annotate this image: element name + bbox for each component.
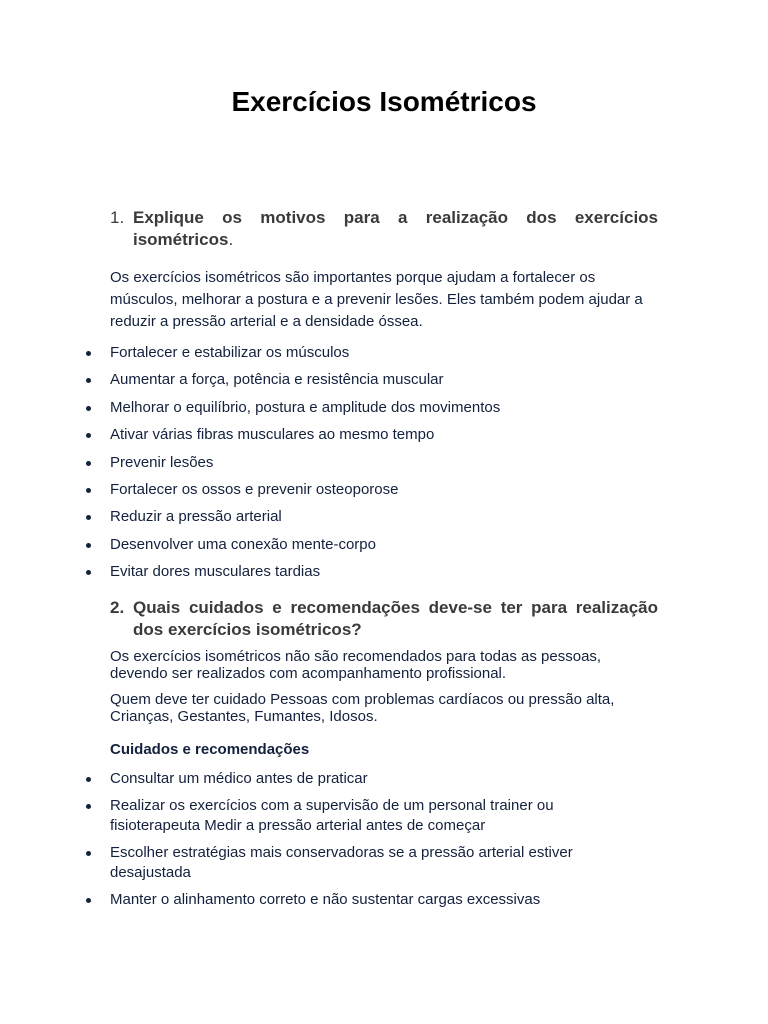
bullet-dot-icon: [86, 804, 91, 809]
bullet-dot-icon: [86, 851, 91, 856]
care-recommendations-subheading: Cuidados e recomendações: [110, 741, 310, 758]
bullet-dot-icon: [86, 406, 91, 411]
question-2-paragraph-2: Quem deve ter cuidado Pessoas com problemas cardíacos ou pressão alta, Crianças, Gestantes, Fumantes, Idosos.: [110, 691, 615, 725]
reason-bullet-item-text: Ativar várias fibras musculares ao mesmo tempo: [110, 426, 435, 444]
care-recommendations-bullet-list: [0, 769, 768, 917]
question-1-number: 1.: [110, 208, 125, 227]
reason-bullet-item: [0, 425, 590, 452]
care-bullet-item-text: Escolher estratégias mais conservadoras se a pressão arterial estiver desajustada: [110, 844, 573, 881]
reason-bullet-item: [0, 480, 590, 507]
question-1-text-main: Explique os motivos para a realização dos exercícios isométricos: [133, 208, 658, 249]
page-title: Exercícios Isométricos: [231, 86, 537, 117]
care-bullet-item-text: Consultar um médico antes de praticar: [110, 770, 368, 787]
bullet-dot-icon: [86, 515, 91, 520]
question-2-number: 2.: [110, 598, 125, 617]
bullet-dot-icon: [86, 351, 91, 356]
question-2-heading: [110, 597, 658, 641]
reason-bullet-item-text: Evitar dores musculares tardias: [110, 563, 321, 581]
care-bullet-item: [0, 890, 590, 910]
bullet-dot-icon: [86, 461, 91, 466]
reason-bullet-item: [0, 507, 590, 534]
question-1-heading: [110, 207, 658, 251]
reason-bullet-item-text: Aumentar a força, potência e resistência muscular: [110, 371, 444, 389]
bullet-dot-icon: [86, 488, 91, 493]
care-bullet-item: [0, 769, 590, 789]
bullet-dot-icon: [86, 433, 91, 438]
question-2-paragraph-1: Os exercícios isométricos não são recomendados para todas as pessoas, devendo ser realizados com acompanhamento profissional.: [110, 648, 602, 682]
bullet-dot-icon: [86, 378, 91, 383]
reason-bullet-item: [0, 343, 590, 370]
reason-bullet-item-text: Reduzir a pressão arterial: [110, 508, 282, 526]
bullet-dot-icon: [86, 898, 91, 903]
question-1-intro: Os exercícios isométricos são importantes porque ajudam a fortalecer os músculos, melhorar a postura e a prevenir lesões. Eles também podem ajudar a reduzir a pressão arterial e a densidade óssea.: [110, 269, 643, 330]
question-1-text: [133, 207, 658, 251]
reason-bullet-item: [0, 370, 590, 397]
reason-bullet-item: [0, 398, 590, 425]
bullet-dot-icon: [86, 777, 91, 782]
care-bullet-item-text: Manter o alinhamento correto e não sustentar cargas excessivas: [110, 891, 541, 908]
question-1-text-tail: .: [228, 230, 234, 249]
bullet-dot-icon: [86, 570, 91, 575]
care-bullet-item: [0, 843, 590, 883]
reason-bullet-item-text: Fortalecer os ossos e prevenir osteoporose: [110, 480, 399, 498]
reason-bullet-item: [0, 453, 590, 480]
bullet-dot-icon: [86, 543, 91, 548]
reason-bullet-item: [0, 562, 590, 589]
question-1-bullet-list: [0, 343, 768, 590]
care-bullet-item-text: Realizar os exercícios com a supervisão de um personal trainer ou fisioterapeuta Medir a pressão arterial antes de começar: [110, 797, 554, 834]
question-2-text: Quais cuidados e recomendações deve-se ter para realização dos exercícios isométricos?: [133, 598, 658, 639]
reason-bullet-item-text: Prevenir lesões: [110, 453, 214, 471]
reason-bullet-item-text: Desenvolver uma conexão mente-corpo: [110, 535, 376, 553]
reason-bullet-item: [0, 535, 590, 562]
reason-bullet-item-text: Fortalecer e estabilizar os músculos: [110, 344, 350, 361]
reason-bullet-item-text: Melhorar o equilíbrio, postura e amplitude dos movimentos: [110, 398, 501, 416]
care-bullet-item: [0, 796, 590, 836]
